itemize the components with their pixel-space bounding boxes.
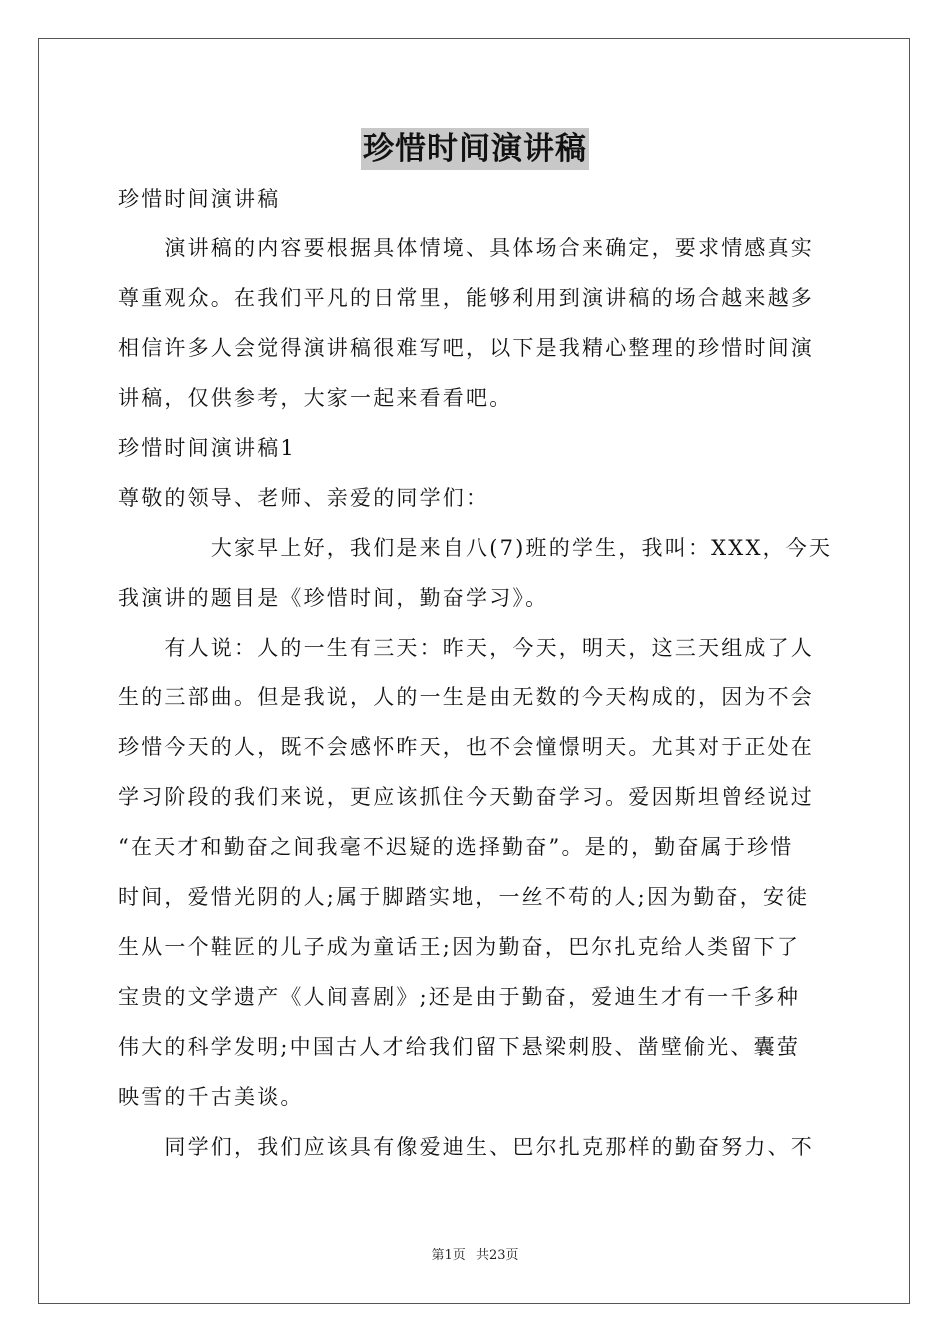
- page-footer: [0, 1247, 950, 1265]
- paragraph-line: 学习阶段的我们来说，更应该抓住今天勤奋学习。爱因斯坦曾经说过: [118, 785, 814, 809]
- page-border: [38, 38, 910, 1304]
- paragraph-line: 珍惜今天的人，既不会感怀昨天，也不会憧憬明天。尤其对于正处在: [118, 735, 814, 759]
- paragraph-line: 宝贵的文学遗产《人间喜剧》;还是由于勤奋，爱迪生才有一千多种: [118, 985, 801, 1009]
- salutation-line: 尊敬的领导、老师、亲爱的同学们：: [118, 486, 490, 510]
- paragraph-line: 尊重观众。在我们平凡的日常里，能够利用到演讲稿的场合越来越多: [118, 286, 814, 310]
- paragraph-line: 时间，爱惜光阴的人;属于脚踏实地，一丝不苟的人;因为勤奋，安徒: [118, 885, 810, 909]
- paragraph-line: 我演讲的题目是《珍惜时间，勤奋学习》。: [118, 586, 549, 610]
- paragraph-line: 演讲稿的内容要根据具体情境、具体场合来确定，要求情感真实: [118, 236, 814, 260]
- section-heading: 珍惜时间演讲稿1: [118, 436, 296, 460]
- paragraph-line: 有人说：人的一生有三天：昨天，今天，明天，这三天组成了人: [118, 636, 814, 660]
- title-block: [0, 128, 950, 170]
- paragraph-line: 同学们，我们应该具有像爱迪生、巴尔扎克那样的勤奋努力、不: [118, 1135, 814, 1159]
- paragraph-line: 生的三部曲。但是我说，人的一生是由无数的今天构成的，因为不会: [118, 685, 814, 709]
- paragraph-line: 伟大的科学发明;中国古人才给我们留下悬梁刺股、凿壁偷光、囊萤: [118, 1035, 801, 1059]
- page-number: 第1页: [431, 1248, 466, 1263]
- paragraph-line: “在天才和勤奋之间我毫不迟疑的选择勤奋”。是的，勤奋属于珍惜: [118, 835, 794, 859]
- paragraph-line: 生从一个鞋匠的儿子成为童话王;因为勤奋，巴尔扎克给人类留下了: [118, 935, 801, 959]
- paragraph-line: 大家早上好，我们是来自八(7)班的学生，我叫：XXX，今天: [118, 536, 833, 560]
- subtitle-line: 珍惜时间演讲稿: [118, 187, 281, 211]
- page-total: 共23页: [475, 1248, 519, 1263]
- document-title: 珍惜时间演讲稿: [361, 128, 589, 170]
- paragraph-line: 相信许多人会觉得演讲稿很难写吧，以下是我精心整理的珍惜时间演: [118, 336, 814, 360]
- paragraph-line: 讲稿，仅供参考，大家一起来看看吧。: [118, 386, 513, 410]
- paragraph-line: 映雪的千古美谈。: [118, 1085, 304, 1109]
